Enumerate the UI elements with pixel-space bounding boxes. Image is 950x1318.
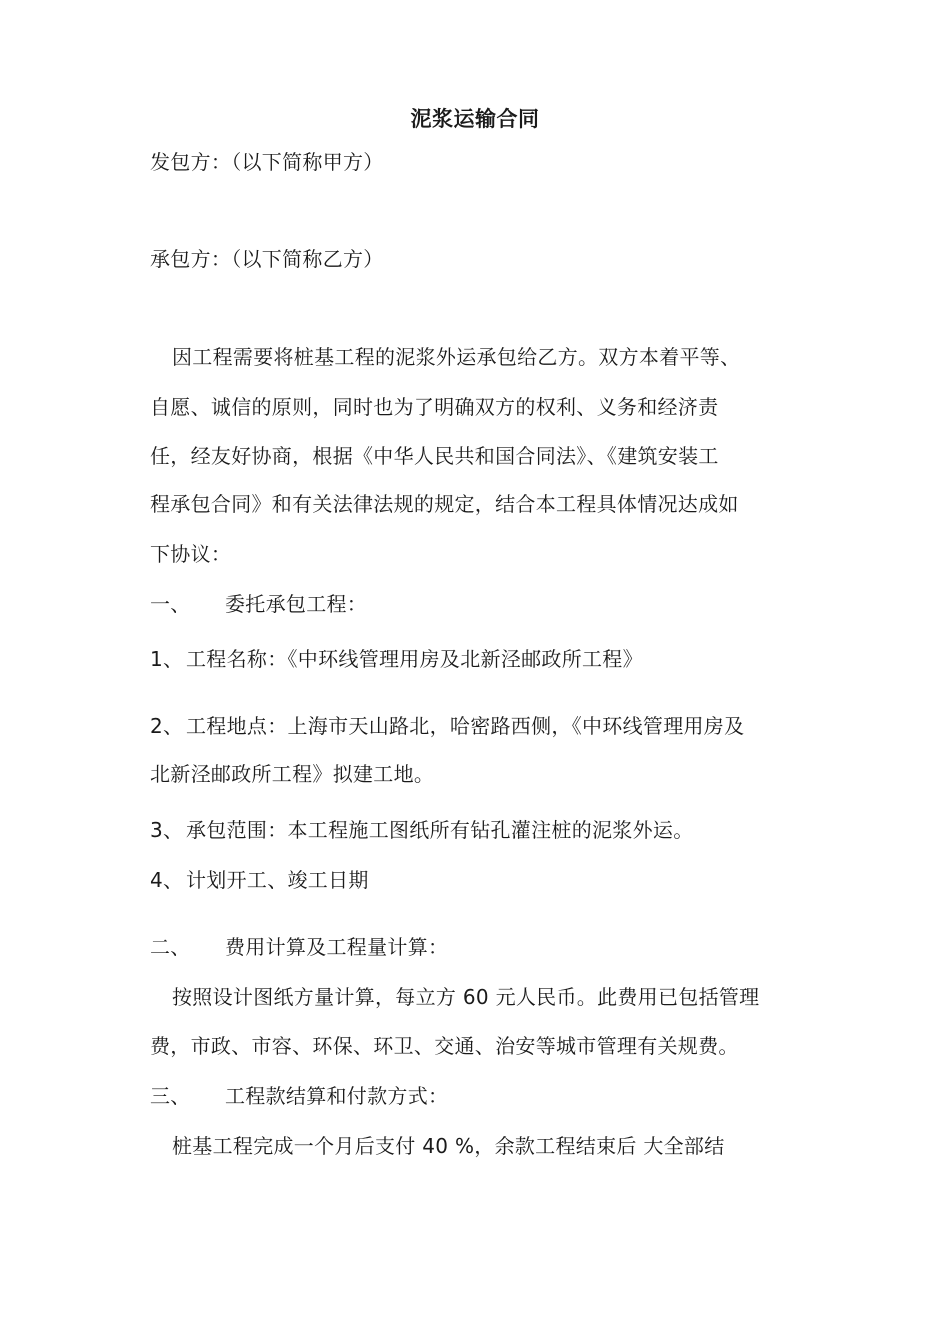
intro-line-5: 下协议： [150, 542, 232, 566]
list-item [150, 866, 369, 894]
party-b-line: 承包方：（以下简称乙方） [150, 247, 384, 271]
section-2-para-line-1: 按照设计图纸方量计算，每立方 60 元人民币。此费用已包括管理 [172, 985, 760, 1009]
section-2-title: 费用计算及工程量计算： [225, 935, 449, 959]
section-1-number: 一、 [150, 592, 191, 616]
intro-line-2: 自愿、诚信的原则，同时也为了明确双方的权利、义务和经济责 [150, 395, 719, 419]
item-text: 计划开工、竣工日期 [186, 868, 369, 892]
section-3-title: 工程款结算和付款方式： [225, 1084, 449, 1108]
intro-line-1: 因工程需要将桩基工程的泥浆外运承包给乙方。双方本着平等、 [172, 345, 741, 369]
section-1-title: 委托承包工程： [225, 592, 368, 616]
section-2-para-line-2: 费，市政、市容、环保、环卫、交通、治安等城市管理有关规费。 [150, 1034, 739, 1058]
item-text: 工程名称：《中环线管理用房及北新泾邮政所工程》 [186, 647, 643, 671]
item-text: 承包范围：本工程施工图纸所有钻孔灌注桩的泥浆外运。 [186, 818, 694, 842]
item-number: 3、 [150, 818, 184, 842]
list-item-continuation: 北新泾邮政所工程》拟建工地。 [150, 762, 435, 786]
section-3-number: 三、 [150, 1084, 191, 1108]
section-2-number: 二、 [150, 935, 191, 959]
intro-line-3: 任，经友好协商，根据《中华人民共和国合同法》、《建筑安装工 [150, 444, 719, 468]
item-number: 4、 [150, 868, 184, 892]
section-3-para-line-1: 桩基工程完成一个月后支付 40 %，余款工程结束后 大全部结 [172, 1134, 725, 1158]
list-item [150, 816, 694, 844]
item-number: 1、 [150, 647, 184, 671]
list-item [150, 645, 643, 673]
list-item [150, 712, 744, 740]
party-a-line: 发包方：（以下简称甲方） [150, 150, 384, 174]
section-3-heading [150, 1082, 448, 1110]
item-text: 工程地点：上海市天山路北，哈密路西侧，《中环线管理用房及 [186, 714, 745, 738]
contract-title: 泥浆运输合同 [410, 107, 540, 131]
section-1-heading [150, 590, 367, 618]
item-number: 2、 [150, 714, 184, 738]
section-2-heading [150, 933, 448, 961]
intro-line-4: 程承包合同》和有关法律法规的规定，结合本工程具体情况达成如 [150, 492, 739, 516]
